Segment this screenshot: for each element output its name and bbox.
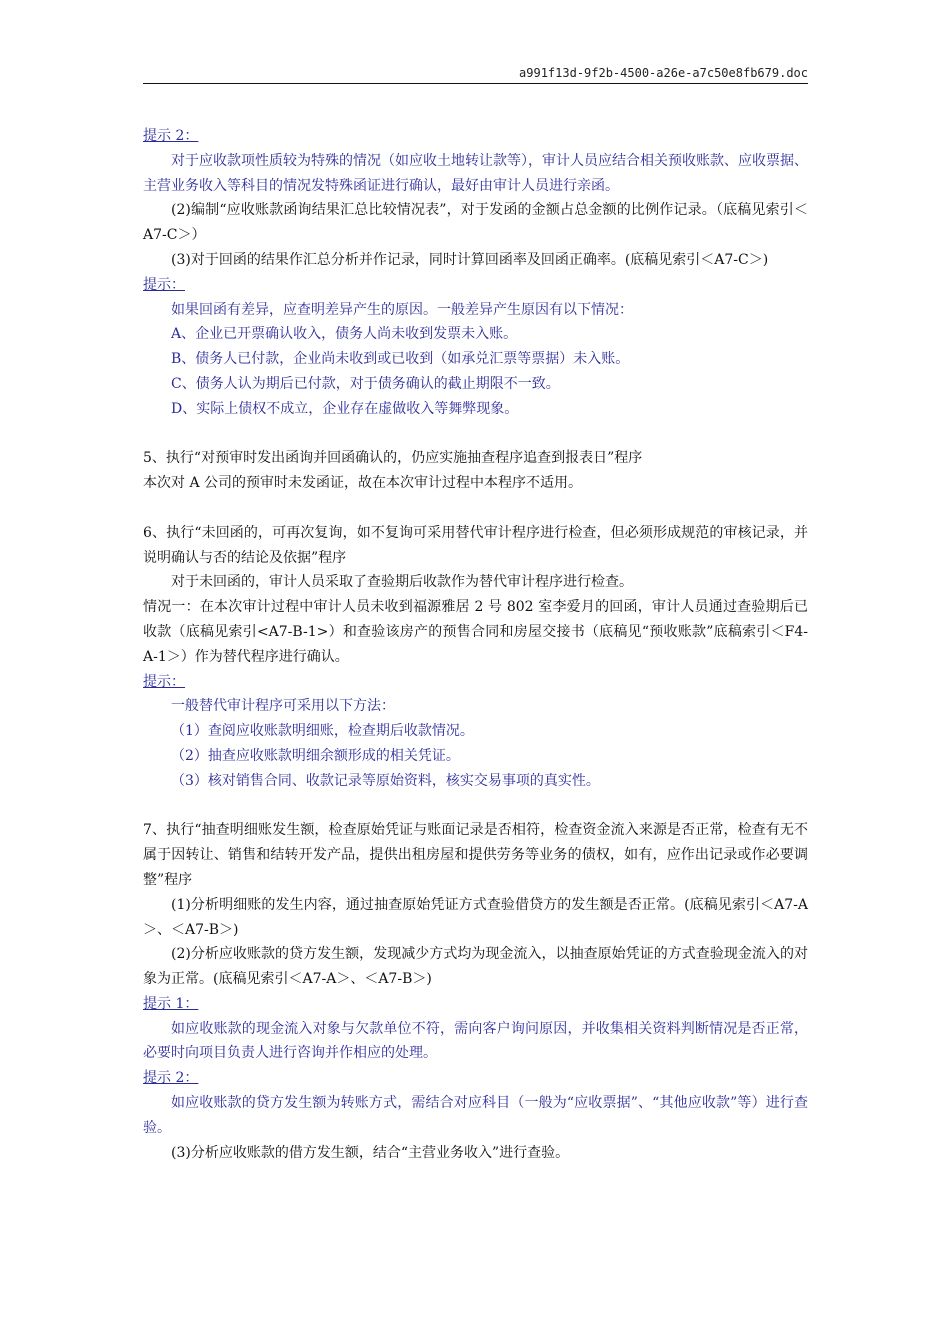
list-item: （2）抽查应收账款明细余额形成的相关凭证。: [171, 747, 460, 764]
list-item: A、企业已开票确认收入，债务人尚未收到发票未入账。: [171, 326, 518, 343]
list-item: D、实际上债权不成立，企业存在虚做收入等舞弊现象。: [171, 400, 519, 417]
document-filename: a991f13d-9f2b-4500-a26e-a7c50e8fb679.doc: [519, 66, 808, 80]
paragraph: (2)编制“应收账款函询结果汇总比较情况表”，对于发函的金额占总金额的比例作记录。（底稿见索引＜A7-C＞）: [143, 202, 808, 244]
paragraph: 本次对 A 公司的预审时未发函证，故在本次审计过程中本程序不适用。: [143, 475, 583, 492]
tip-text: 对于应收款项性质较为特殊的情况（如应收土地转让款等），审计人员应结合相关预收账款、应收票据、主营业务收入等科目的情况发特殊函证进行确认，最好由审计人员进行亲函。: [143, 152, 808, 194]
spacer: [143, 794, 808, 819]
tip-text: 如应收账款的现金流入对象与欠款单位不符，需向客户询问原因，并收集相关资料判断情况是否正常，必要时向项目负责人进行咨询并作相应的处理。: [143, 1020, 808, 1062]
tip-heading: 提示 2：: [143, 1070, 199, 1087]
list-item: （3）核对销售合同、收款记录等原始资料，核实交易事项的真实性。: [171, 772, 600, 789]
list-item: （1）查阅应收账款明细账，检查期后收款情况。: [171, 723, 474, 740]
section-heading: 6、执行“未回函的，可再次复询，如不复询可采用替代审计程序进行检查，但必须形成规范的审核记录，并说明确认与否的结论及依据”程序: [143, 524, 808, 566]
section-heading: 7、执行“抽查明细账发生额，检查原始凭证与账面记录是否相符，检查资金流入来源是否正常，检查有无不属于因转让、销售和结转开发产品，提供出租房屋和提供劳务等业务的债权，如有，应作出记录或作必要调整”程序: [143, 822, 808, 888]
tip-heading: 提示 1：: [143, 995, 199, 1012]
section-heading: 5、执行“对预审时发出函询并回函确认的，仍应实施抽查程序追查到报表日”程序: [143, 450, 643, 467]
document-body: [143, 124, 808, 1165]
tip-text: 如果回函有差异，应查明差异产生的原因。一般差异产生原因有以下情况：: [171, 301, 633, 318]
paragraph: (2)分析应收账款的贷方发生额，发现减少方式均为现金流入，以抽查原始凭证的方式查验现金流入的对象为正常。(底稿见索引＜A7-A＞、＜A7-B＞): [143, 946, 808, 988]
spacer: [143, 422, 808, 447]
paragraph: (3)对于回函的结果作汇总分析并作记录，同时计算回函率及回函正确率。(底稿见索引＜A7-C＞): [171, 251, 769, 268]
tip-text: 一般替代审计程序可采用以下方法：: [171, 698, 395, 715]
spacer: [143, 496, 808, 521]
paragraph: (3)分析应收账款的借方发生额，结合“主营业务收入”进行查验。: [171, 1144, 570, 1161]
list-item: C、债务人认为期后已付款，对于债务确认的截止期限不一致。: [171, 375, 560, 392]
tip-heading: 提示 2：: [143, 128, 199, 144]
paragraph: 情况一：在本次审计过程中审计人员未收到福源雅居 2 号 802 室李爱月的回函，审计人员通过查验期后已收款（底稿见索引<A7-B-1>）和查验该房产的预售合同和房屋交接书（底稿见“预收账款”底稿索引＜F4-A-1＞）作为替代程序进行确认。: [143, 599, 808, 665]
tip-heading: 提示：: [143, 276, 185, 293]
paragraph: (1)分析明细账的发生内容，通过抽查原始凭证方式查验借贷方的发生额是否正常。(底稿见索引＜A7-A＞、＜A7-B＞): [143, 896, 808, 938]
tip-heading: 提示：: [143, 673, 185, 690]
list-item: B、债务人已付款，企业尚未收到或已收到（如承兑汇票等票据）未入账。: [171, 351, 630, 368]
tip-text: 如应收账款的贷方发生额为转账方式，需结合对应科目（一般为“应收票据”、“其他应收款”等）进行查验。: [143, 1095, 808, 1136]
paragraph: 对于未回函的，审计人员采取了查验期后收款作为替代审计程序进行检查。: [171, 574, 633, 591]
header-rule: [143, 83, 808, 84]
